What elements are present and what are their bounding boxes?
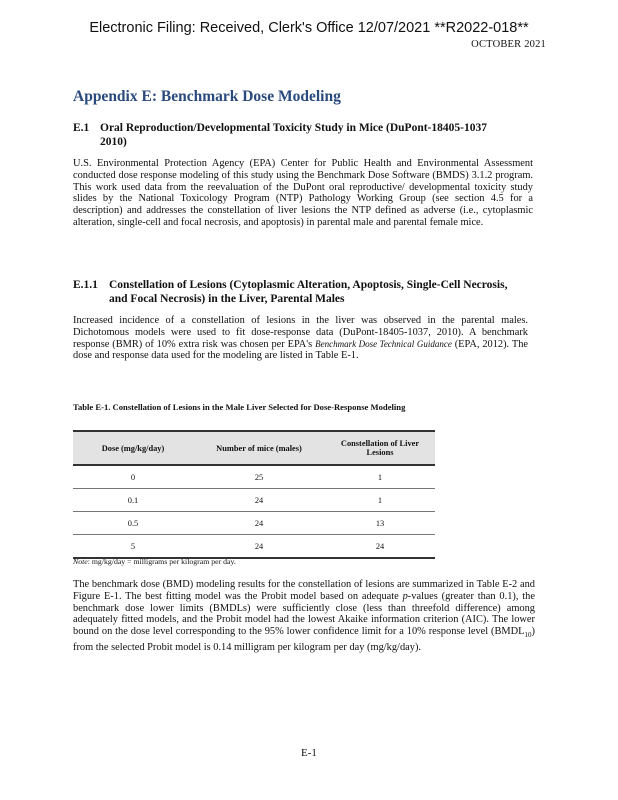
- table-row: [73, 465, 435, 489]
- paragraph-text-start: Increased incidence of a constellation of lesions in the liver was observed in the parental males. Dichotomous models were used to fit dose-response data (DuPont-18405-1037, 2010). A benchmark response (BMR) of 10% extra risk was chosen per EPA's: [73, 315, 528, 350]
- section-title: Oral Reproduction/Developmental Toxicity Study in Mice (DuPont-18405-1037 2010): [100, 122, 487, 148]
- p-italic: p: [402, 590, 408, 602]
- document-date: OCTOBER 2021: [471, 39, 546, 50]
- paragraph-text: [73, 579, 535, 654]
- table-row: [73, 512, 435, 535]
- dose-response-table: [73, 430, 435, 559]
- paragraph-text: U.S. Environmental Protection Agency (EPA) Center for Public Health and Environmental Assessment conducted dose response modeling of this study using the Benchmark Dose Software (BMDS) 3.1.2 program. This work used data from the reevaluation of the DuPont oral reproductive/ developmental toxicity study slides by the National Toxicology Program (NTP) Pathology Working Group (see section 4.5 for a description) and addresses the constellation of liver lesions the NTP defined as adverse (i.e., cytoplasmic alteration, single-cell and focal necrosis, and apoptosis) in parental male and parental female mice.: [73, 158, 533, 228]
- column-header-dose: Dose (mg/kg/day): [73, 431, 193, 465]
- bmdl-subscript: 10: [524, 631, 532, 640]
- paragraph-text-end: (EPA, 2012). The dose and response data used for the modeling are listed in Table E-1.: [73, 338, 528, 362]
- cell-mice: 24: [193, 512, 325, 535]
- section-number: E.1.1: [73, 279, 98, 291]
- results-paragraph: [73, 579, 535, 654]
- table-header-row: [73, 431, 435, 465]
- section-e1-paragraph: [73, 158, 533, 229]
- cell-lesions: 1: [325, 489, 435, 512]
- table-row: [73, 489, 435, 512]
- cell-dose: 0.1: [73, 489, 193, 512]
- note-text: : mg/kg/day = milligrams per kilogram per day.: [87, 557, 236, 566]
- cell-lesions: 13: [325, 512, 435, 535]
- table-note: [73, 557, 236, 566]
- cell-dose: 0: [73, 465, 193, 489]
- column-header-mice: Number of mice (males): [193, 431, 325, 465]
- section-title: Constellation of Lesions (Cytoplasmic Alteration, Apoptosis, Single-Cell Necrosis, and Focal Necrosis) in the Liver, Parental Males: [109, 279, 508, 305]
- table-caption: Table E-1. Constellation of Lesions in the Male Liver Selected for Dose-Response Modeling: [73, 402, 406, 412]
- section-heading-e11: [73, 278, 518, 306]
- table-row: [73, 535, 435, 559]
- cell-mice: 24: [193, 535, 325, 559]
- results-text-middle: -values (greater than 0.1), the benchmark dose lower limits (BMDLs) were sufficiently close (less than threefold difference) among adequately fitted models, and the Probit model had the lowest Akaike information criterion (AIC). The lower bound on the dose level corresponding to the 95% lower confidence limit for a 10% response level (BMDL: [73, 590, 535, 638]
- cell-mice: 24: [193, 489, 325, 512]
- note-label: Note: [73, 557, 88, 566]
- filing-stamp: Electronic Filing: Received, Clerk's Office 12/07/2021 **R2022-018**: [89, 20, 529, 36]
- guidance-reference: Benchmark Dose Technical Guidance: [315, 338, 452, 349]
- section-heading-e1: [73, 121, 513, 149]
- cell-lesions: 24: [325, 535, 435, 559]
- column-header-lesions: Constellation of Liver Lesions: [325, 431, 435, 465]
- results-text-start: The benchmark dose (BMD) modeling results for the constellation of lesions are summarized in Table E-2 and Figure E-1. The best fitting model was the Probit model based on adequate: [73, 579, 535, 602]
- section-number: E.1: [73, 122, 90, 134]
- page-number: E-1: [301, 747, 317, 759]
- results-text-end: ) from the selected Probit model is 0.14 milligram per kilogram per day (mg/kg/day).: [73, 626, 535, 654]
- appendix-title: Appendix E: Benchmark Dose Modeling: [73, 88, 341, 105]
- cell-lesions: 1: [325, 465, 435, 489]
- cell-dose: 5: [73, 535, 193, 559]
- section-e11-paragraph: [73, 315, 528, 362]
- paragraph-text: [73, 315, 528, 362]
- cell-dose: 0.5: [73, 512, 193, 535]
- cell-mice: 25: [193, 465, 325, 489]
